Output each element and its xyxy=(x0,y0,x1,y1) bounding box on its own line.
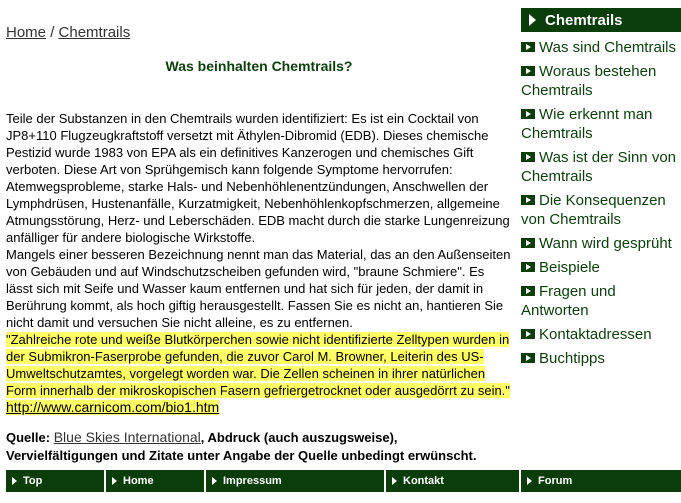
footer-top-label: Top xyxy=(23,475,43,487)
play-arrow-icon xyxy=(521,329,535,339)
play-arrow-icon xyxy=(521,353,535,363)
breadcrumb xyxy=(6,24,130,41)
footer-kontakt-button[interactable] xyxy=(386,470,521,492)
sidebar-item-label: Wie erkennt man Chemtrails xyxy=(521,106,653,142)
sidebar-item-label: Woraus bestehen Chemtrails xyxy=(521,63,657,99)
play-arrow-icon xyxy=(521,109,535,119)
breadcrumb-separator: / xyxy=(50,24,55,41)
sidebar-item-woraus[interactable] xyxy=(521,62,681,100)
play-arrow-icon xyxy=(521,238,535,248)
footer-impressum-label: Impressum xyxy=(223,475,282,487)
sidebar-item-was-sind[interactable] xyxy=(521,38,681,57)
quote-link-wrap xyxy=(6,400,219,415)
play-arrow-icon xyxy=(521,66,535,76)
play-arrow-icon xyxy=(521,42,535,52)
footer-home-label: Home xyxy=(123,475,154,487)
sidebar-item-label: Fragen und Antworten xyxy=(521,283,616,319)
footer-kontakt-label: Kontakt xyxy=(403,475,444,487)
play-arrow-icon xyxy=(112,477,117,485)
play-arrow-icon xyxy=(12,477,17,485)
sidebar-heading-label: Chemtrails xyxy=(545,11,623,29)
footer-impressum-button[interactable] xyxy=(206,470,386,492)
sidebar-item-sinn[interactable] xyxy=(521,148,681,186)
play-arrow-icon xyxy=(521,262,535,272)
footer-forum-label: Forum xyxy=(538,475,573,487)
sidebar-item-kontaktadressen[interactable] xyxy=(521,325,681,344)
sidebar-list xyxy=(521,38,681,368)
breadcrumb-chemtrails-link[interactable]: Chemtrails xyxy=(58,24,131,41)
play-arrow-icon xyxy=(521,286,535,296)
source-label: Quelle: xyxy=(6,430,51,445)
play-arrow-icon xyxy=(521,152,535,162)
sidebar-item-wie-erkennt[interactable] xyxy=(521,105,681,143)
breadcrumb-home-link[interactable]: Home xyxy=(6,24,47,41)
source-note xyxy=(6,428,512,465)
sidebar-item-label: Die Konsequenzen von Chemtrails xyxy=(521,192,666,228)
play-arrow-icon xyxy=(212,477,217,485)
play-arrow-icon xyxy=(527,477,532,485)
sidebar-heading[interactable] xyxy=(521,8,681,32)
blue-skies-link[interactable]: Blue Skies International xyxy=(53,429,201,445)
footer-nav xyxy=(6,470,681,492)
quote-block xyxy=(6,331,512,416)
sidebar-nav xyxy=(521,8,681,373)
paragraph-brown-residue: Mangels einer besseren Bezeichnung nennt man das Material, das an den Außenseiten von Gebäuden und auf Windschutzscheiben gefunden wird, "braune Schmiere". Es lässt sich mit Seife und Wasser kaum entfernen und hat sich für jeden, der damit in Berührung kommt, als hoch giftig herausgestellt. Fassen Sie es nicht an, hantieren Sie nicht damit und versuchen Sie nicht alleine, es zu entfernen. xyxy=(6,247,511,330)
sidebar-item-label: Was sind Chemtrails xyxy=(539,39,676,56)
sidebar-item-label: Wann wird gesprüht xyxy=(539,235,672,252)
play-arrow-icon xyxy=(392,477,397,485)
footer-top-button[interactable] xyxy=(6,470,106,492)
sidebar-item-label: Buchtipps xyxy=(539,350,605,367)
source-text: , Abdruck (auch auszugsweise), Vervielfältigungen und Zitate unter Angabe der Quelle unbedingt erwünscht. xyxy=(6,430,477,463)
sidebar-item-fragen[interactable] xyxy=(521,282,681,320)
sidebar-item-buchtipps[interactable] xyxy=(521,349,681,368)
sidebar-item-wann[interactable] xyxy=(521,234,681,253)
carnicom-link[interactable]: http://www.carnicom.com/bio1.htm xyxy=(6,399,220,415)
sidebar-item-beispiele[interactable] xyxy=(521,258,681,277)
sidebar-item-label: Beispiele xyxy=(539,259,600,276)
sidebar-item-label: Kontaktadressen xyxy=(539,326,652,343)
footer-home-button[interactable] xyxy=(106,470,206,492)
sidebar-item-konsequenzen[interactable] xyxy=(521,191,681,229)
article-body xyxy=(6,110,512,416)
footer-forum-button[interactable] xyxy=(521,470,681,492)
play-arrow-icon xyxy=(521,195,535,205)
sidebar-item-label: Was ist der Sinn von Chemtrails xyxy=(521,149,676,185)
highlighted-quote: "Zahlreiche rote und weiße Blutkörperchen sowie nicht identifizierte Zelltypen wurden in der Submikron-Faserprobe gefunden, die zuvor Carol M. Browner, Leiterin des US-Umweltschutzamtes, vorgelegt worden war. Die Zellen scheinen in ihrer natürlichen Form innerhalb der mikroskopischen Fasern gefriergetrocknet oder ausgedörrt zu sein." xyxy=(6,332,510,398)
paragraph-substances: Teile der Substanzen in den Chemtrails wurden identifiziert: Es ist ein Cocktail von JP8+110 Flugzeugkraftstoff versetzt mit Äthylen-Dibromid (EDB). Dieses chemische Pestizid wurde 1983 von EPA als ein definitives Kanzerogen und chemisches Gift verboten. Diese Art von Sprühgemisch kann folgende Symptome hervorrufen: Atemwegsprobleme, starke Hals- und Nebenhöhlenentzündungen, Anschwellen der Lymphdrüsen, Hustenanfälle, Kurzatmigkeit, Nebenhöhlenkopfschmerzen, allgemeine Atmungsstörung, Herz- und Leberschäden. EDB macht durch die starke Lungenreizung anfälliger für andere biologische Wirkstoffe. xyxy=(6,111,510,245)
page-title: Was beinhalten Chemtrails? xyxy=(165,58,353,74)
play-arrow-icon xyxy=(529,14,536,26)
